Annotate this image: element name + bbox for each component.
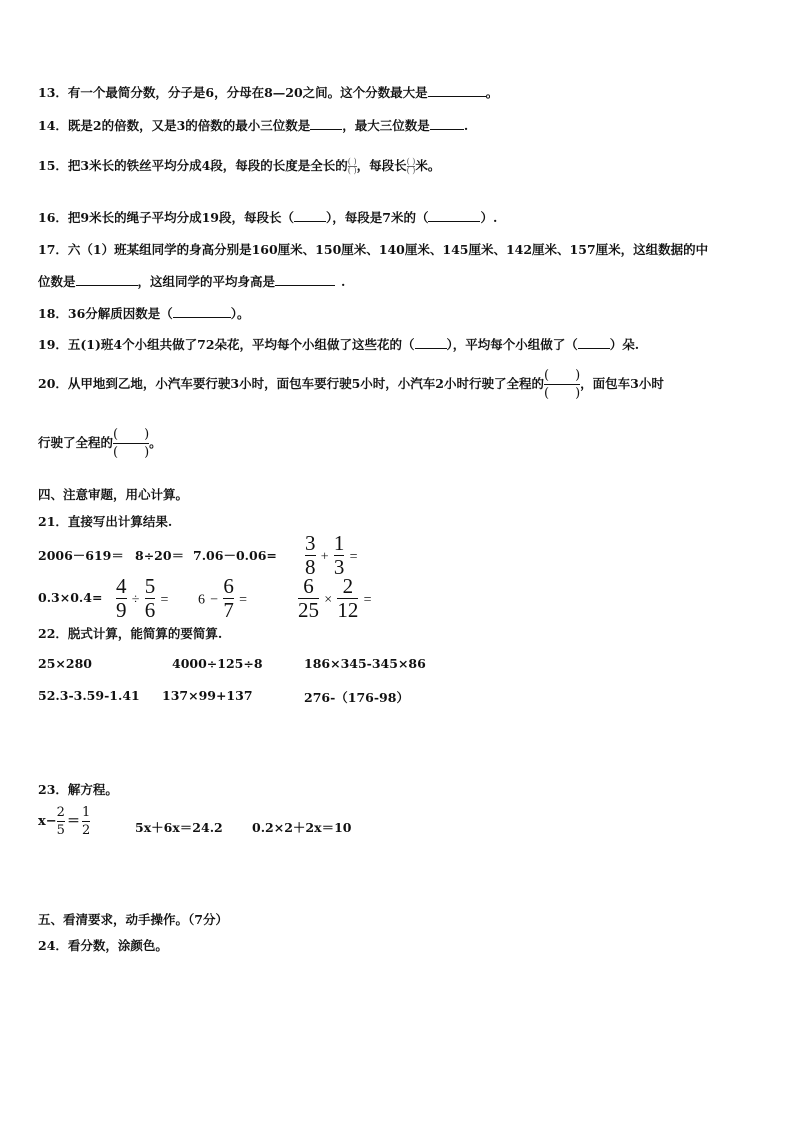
- question-17-line-1: [38, 240, 708, 258]
- question-20-text: 20．从甲地到乙地，小汽车要行驶3小时，面包车要行驶5小时，小汽车2小时行驶了全程的: [38, 376, 544, 391]
- answer-blank[interactable]: [428, 83, 486, 97]
- equation-1: [38, 806, 90, 837]
- equation-2: 5x＋6x＝24.2: [135, 820, 223, 835]
- question-22-title: 22．脱式计算，能简算的要简算.: [38, 626, 223, 641]
- section-4-heading: 四、注意审题，用心计算。: [38, 487, 189, 502]
- q22-expr: 52.3-3.59-1.41: [38, 688, 140, 703]
- numerator-blank: ( ): [347, 157, 357, 166]
- q21-fraction-expr: [298, 576, 372, 621]
- integer: 6: [198, 592, 205, 608]
- q21-fraction-expr: [198, 576, 247, 621]
- numerator: 3: [305, 531, 316, 555]
- answer-blank[interactable]: [294, 208, 326, 222]
- q21-expr: 2006－619＝: [38, 548, 124, 563]
- q22-expr: 137×99+137: [162, 688, 253, 703]
- question-14: [38, 116, 468, 134]
- answer-blank[interactable]: [310, 116, 342, 130]
- equals: =: [349, 549, 358, 565]
- denominator: 25: [298, 598, 319, 622]
- equals: =: [160, 592, 169, 608]
- question-17-text-2: 位数是: [38, 274, 76, 289]
- q22-expr: 276-（176-98）: [304, 690, 409, 705]
- denominator-blank: ( ): [406, 166, 416, 175]
- question-20-line-1: [38, 369, 664, 400]
- equals: =: [239, 592, 248, 608]
- question-20-line-2: [38, 428, 162, 459]
- numerator: 1: [333, 531, 345, 555]
- q22-expr: 186×345-345×86: [304, 656, 426, 671]
- question-18: [38, 304, 250, 322]
- operator: +: [320, 549, 329, 565]
- q21-expr: 7.06－0.06=: [193, 548, 277, 563]
- numerator-blank: ( ): [544, 368, 581, 383]
- question-13-text: 13．有一个最简分数，分子是6，分母在8—20之间。这个分数最大是: [38, 85, 428, 100]
- answer-blank[interactable]: [275, 272, 335, 286]
- denominator: 2: [81, 823, 91, 838]
- answer-blank[interactable]: [76, 272, 138, 286]
- punct: 。: [149, 435, 162, 450]
- question-18-text: 18．36分解质因数是（: [38, 306, 173, 321]
- operator: −: [210, 592, 219, 608]
- numerator: 4: [116, 574, 127, 598]
- denominator: 12: [337, 598, 359, 622]
- question-20-text-3: 行驶了全程的: [38, 435, 114, 450]
- equation-3: 0.2×2＋2x＝10: [252, 820, 352, 835]
- question-19: [38, 335, 639, 353]
- punct: ）朵.: [609, 337, 640, 352]
- numerator: 5: [144, 574, 156, 598]
- question-23-title: 23．解方程。: [38, 782, 118, 797]
- operator: ×: [324, 592, 333, 608]
- question-24: 24．看分数，涂颜色。: [38, 938, 168, 953]
- denominator: 5: [56, 823, 65, 838]
- question-17-text: 17．六（1）班某组同学的身高分别是160厘米、150厘米、140厘米、145厘米、142厘米、157厘米，这组数据的中: [38, 242, 709, 257]
- question-19-text-2: ），平均每个小组做了（: [446, 337, 578, 352]
- numerator: 6: [303, 574, 314, 598]
- numerator-blank: ( ): [406, 157, 416, 166]
- denominator-blank: ( ): [544, 386, 581, 401]
- numerator: 2: [56, 805, 65, 820]
- denominator: 8: [305, 555, 316, 579]
- question-16-text-2: ），每段是7米的（: [326, 210, 429, 225]
- equals: =: [363, 592, 372, 608]
- punct: 。: [485, 85, 499, 100]
- question-16-text: 16．把9米长的绳子平均分成19段，每段长（: [38, 210, 294, 225]
- operator: ÷: [131, 592, 140, 608]
- denominator: 7: [223, 598, 234, 622]
- denominator-blank: ( ): [113, 445, 150, 460]
- question-20-text-2: ，面包车3小时: [580, 376, 664, 391]
- question-13: [38, 83, 498, 101]
- question-15: [38, 156, 440, 175]
- question-17-line-2: [38, 272, 345, 290]
- punct: ）.: [480, 210, 498, 225]
- answer-blank[interactable]: [430, 116, 464, 130]
- q21-expr: 0.3×0.4=: [38, 590, 103, 605]
- question-15-text-2: ，每段长: [356, 158, 407, 173]
- denominator-blank: ( ): [347, 166, 357, 175]
- unit: 米。: [415, 158, 441, 173]
- denominator: 9: [116, 598, 127, 622]
- fraction-blank[interactable]: [113, 428, 149, 459]
- q21-fraction-expr: [116, 576, 168, 621]
- numerator: 1: [81, 805, 91, 820]
- q21-expr: 8÷20＝: [135, 548, 185, 563]
- equals: ＝: [66, 814, 80, 829]
- question-15-text: 15．把3米长的铁丝平均分成4段，每段的长度是全长的: [38, 158, 348, 173]
- punct: ）。: [230, 306, 250, 321]
- answer-blank[interactable]: [173, 304, 231, 318]
- question-17-text-3: ，这组同学的平均身高是: [137, 274, 276, 289]
- question-14-text: 14．既是2的倍数，又是3的倍数的最小三位数是: [38, 118, 311, 133]
- q22-expr: 4000÷125÷8: [172, 656, 263, 671]
- question-19-text: 19．五(1)班4个小组共做了72朵花，平均每个小组做了这些花的（: [38, 337, 415, 352]
- section-5-heading: 五、看清要求，动手操作。（7分）: [38, 912, 228, 927]
- numerator: 2: [342, 574, 354, 598]
- fraction-blank[interactable]: [544, 369, 580, 400]
- answer-blank[interactable]: [578, 335, 610, 349]
- numerator: 6: [223, 574, 234, 598]
- question-14-text-2: ，最大三位数是: [342, 118, 430, 133]
- equation-term: x−: [38, 814, 57, 829]
- punct: .: [341, 274, 346, 289]
- denominator: 6: [144, 598, 156, 622]
- answer-blank[interactable]: [428, 208, 480, 222]
- q21-fraction-expr: [305, 533, 358, 578]
- question-16: [38, 208, 497, 226]
- q22-expr: 25×280: [38, 656, 92, 671]
- fraction-blank[interactable]: [348, 158, 357, 175]
- numerator-blank: ( ): [113, 427, 150, 442]
- denominator: 3: [333, 555, 345, 579]
- answer-blank[interactable]: [415, 335, 447, 349]
- punct: .: [463, 118, 469, 133]
- question-21-title: 21．直接写出计算结果.: [38, 514, 173, 529]
